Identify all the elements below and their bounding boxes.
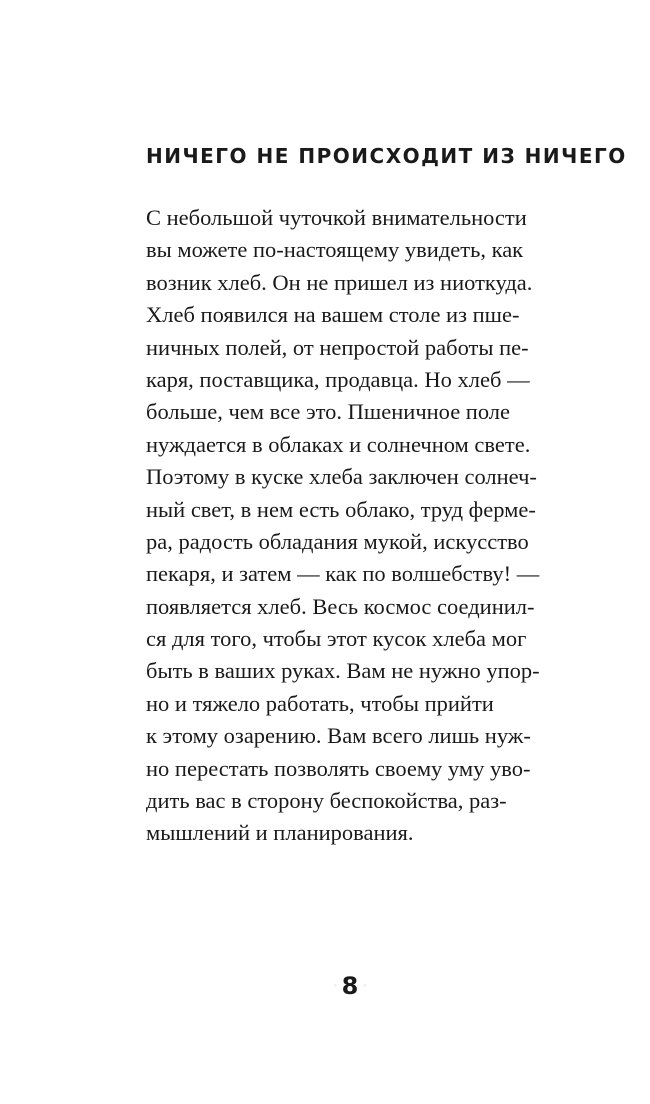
text-line: нуждается в облаках и солнечном свете. (146, 431, 531, 457)
text-line: но и тяжело работать, чтобы прийти (146, 690, 494, 716)
text-line: С небольшой чуточкой внимательности (146, 205, 527, 230)
text-line: но перестать позволять своему уму уво- (146, 755, 531, 781)
text-line: дить вас в сторону беспокойства, раз- (146, 788, 507, 814)
page-number-footer (325, 966, 375, 1006)
text-line: больше, чем все это. Пшеничное поле (146, 399, 511, 425)
text-line: ничных полей, от непростой работы пе- (146, 334, 529, 360)
text-line: Поэтому в куске хлеба заключен солнеч- (146, 464, 537, 490)
page-number: 8 (341, 972, 359, 1000)
body-paragraph (146, 202, 566, 850)
text-line: мышлений и планирования. (146, 820, 414, 846)
text-line: пекаря, и затем — как по волшебству! — (146, 561, 540, 587)
text-line: к этому озарению. Вам всего лишь нуж- (146, 723, 531, 749)
ornament-right-icon: ◦ (362, 981, 368, 991)
text-line: появляется хлеб. Весь космос соединил- (146, 593, 535, 619)
text-line: вы можете по-настоящему увидеть, как (146, 237, 524, 263)
text-line: ся для того, чтобы этот кусок хлеба мог (146, 626, 527, 652)
chapter-heading: НИЧЕГО НЕ ПРОИСХОДИТ ИЗ НИЧЕГО (146, 144, 627, 168)
text-line: Хлеб появился на вашем столе из пше- (146, 302, 520, 328)
text-line: быть в ваших руках. Вам не нужно упор- (146, 658, 540, 684)
text-line: ра, радость обладания мукой, искусство (146, 528, 529, 554)
text-line: возник хлеб. Он не пришел из ниоткуда. (146, 269, 533, 295)
text-line: ный свет, в нем есть облако, труд ферме- (146, 496, 536, 522)
text-line: каря, поставщика, продавца. Но хлеб — (146, 366, 530, 392)
ornament-left-icon: ◦ (332, 981, 338, 991)
